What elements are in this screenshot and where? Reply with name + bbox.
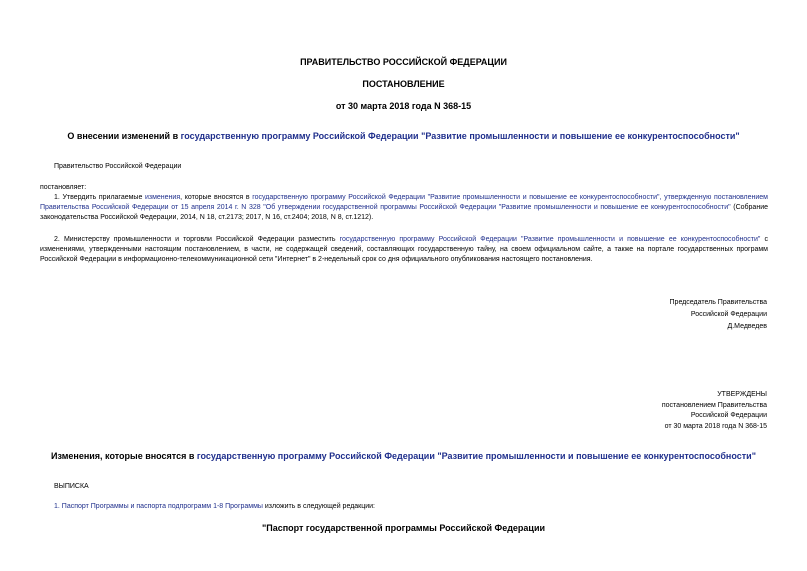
passport-title: "Паспорт государственной программы Российской Федерации xyxy=(261,523,546,533)
signature-line-2: Российской Федерации xyxy=(690,311,767,318)
title-prefix: О внесении изменений в xyxy=(67,131,181,141)
item-1-rest: изложить в следующей редакции: xyxy=(262,503,376,510)
document-date: от 30 марта 2018 года N 368-15 xyxy=(335,101,472,111)
approved-block xyxy=(467,390,767,432)
document-type: ПОСТАНОВЛЕНИЕ xyxy=(362,79,445,89)
changes-heading xyxy=(0,451,807,461)
paragraph-2 xyxy=(40,235,768,265)
intro-text: Правительство Российской Федерации xyxy=(54,163,182,170)
approved-line-4: от 30 марта 2018 года N 368-15 xyxy=(664,422,767,430)
approved-line-3: Российской Федерации xyxy=(690,412,767,419)
signature-block xyxy=(467,297,767,333)
changes-heading-prefix: Изменения, которые вносятся в xyxy=(51,451,197,461)
approved-line-1: УТВЕРЖДЕНЫ xyxy=(717,391,767,398)
p1-text-c: (Собрание законодательства Российской Федерации, 2014, N 18, ст.2173; 2017, N 16, ст.2404; 2018, N 8, ст.1212). xyxy=(40,204,768,221)
item-1 xyxy=(54,502,375,512)
resolves-text: постановляет: xyxy=(40,184,87,191)
signature-line-3: Д.Медведев xyxy=(727,323,767,330)
title-program-link[interactable]: государственную программу Российской Федерации "Развитие промышленности и повышение ее конкурентоспособности" xyxy=(180,131,740,141)
document-title xyxy=(0,131,807,141)
paragraph-1 xyxy=(40,193,768,223)
document-org: ПРАВИТЕЛЬСТВО РОССИЙСКОЙ ФЕДЕРАЦИИ xyxy=(300,57,507,67)
p1-text-a: 1. Утвердить прилагаемые xyxy=(54,194,145,201)
p2-text-b: с изменениями, утвержденными настоящим постановлением, в части, не содержащей сведений, составляющих государственную тайну, на своем официальном сайте, а также на портале государственных программ Российской Федерации в информационно-телекоммуникационной сети "Интернет" в 2-недельный срок со дня официального опубликования настоящего постановления. xyxy=(40,236,768,263)
changes-heading-link[interactable]: государственную программу Российской Федерации "Развитие промышленности и повышение ее конкурентоспособности" xyxy=(196,451,756,461)
p1-program-link[interactable]: государственную программу Российской Федерации "Развитие промышленности и повышение ее конкурентоспособности", утвержденную постановлением Правительства Российской Федерации от 15 апреля 2014 г. N 328 "Об утверждении государственной программы Российской Федерации "Развитие промышленности и повышение ее конкурентоспособности" xyxy=(40,194,768,211)
p1-changes-link[interactable]: изменения xyxy=(144,194,181,201)
p2-program-link[interactable]: государственную программу Российской Федерации "Развитие промышленности и повышение ее конкурентоспособности" xyxy=(339,236,761,243)
signature-line-1: Председатель Правительства xyxy=(669,299,767,306)
approved-line-2: постановлением Правительства xyxy=(661,401,767,409)
extract-label: ВЫПИСКА xyxy=(54,483,89,490)
item-1-link[interactable]: 1. Паспорт Программы и паспорта подпрограмм 1-8 Программы xyxy=(54,503,263,510)
p1-text-b: , которые вносятся в xyxy=(180,194,253,201)
p2-text-a: 2. Министерству промышленности и торговли Российской Федерации разместить xyxy=(54,236,340,243)
